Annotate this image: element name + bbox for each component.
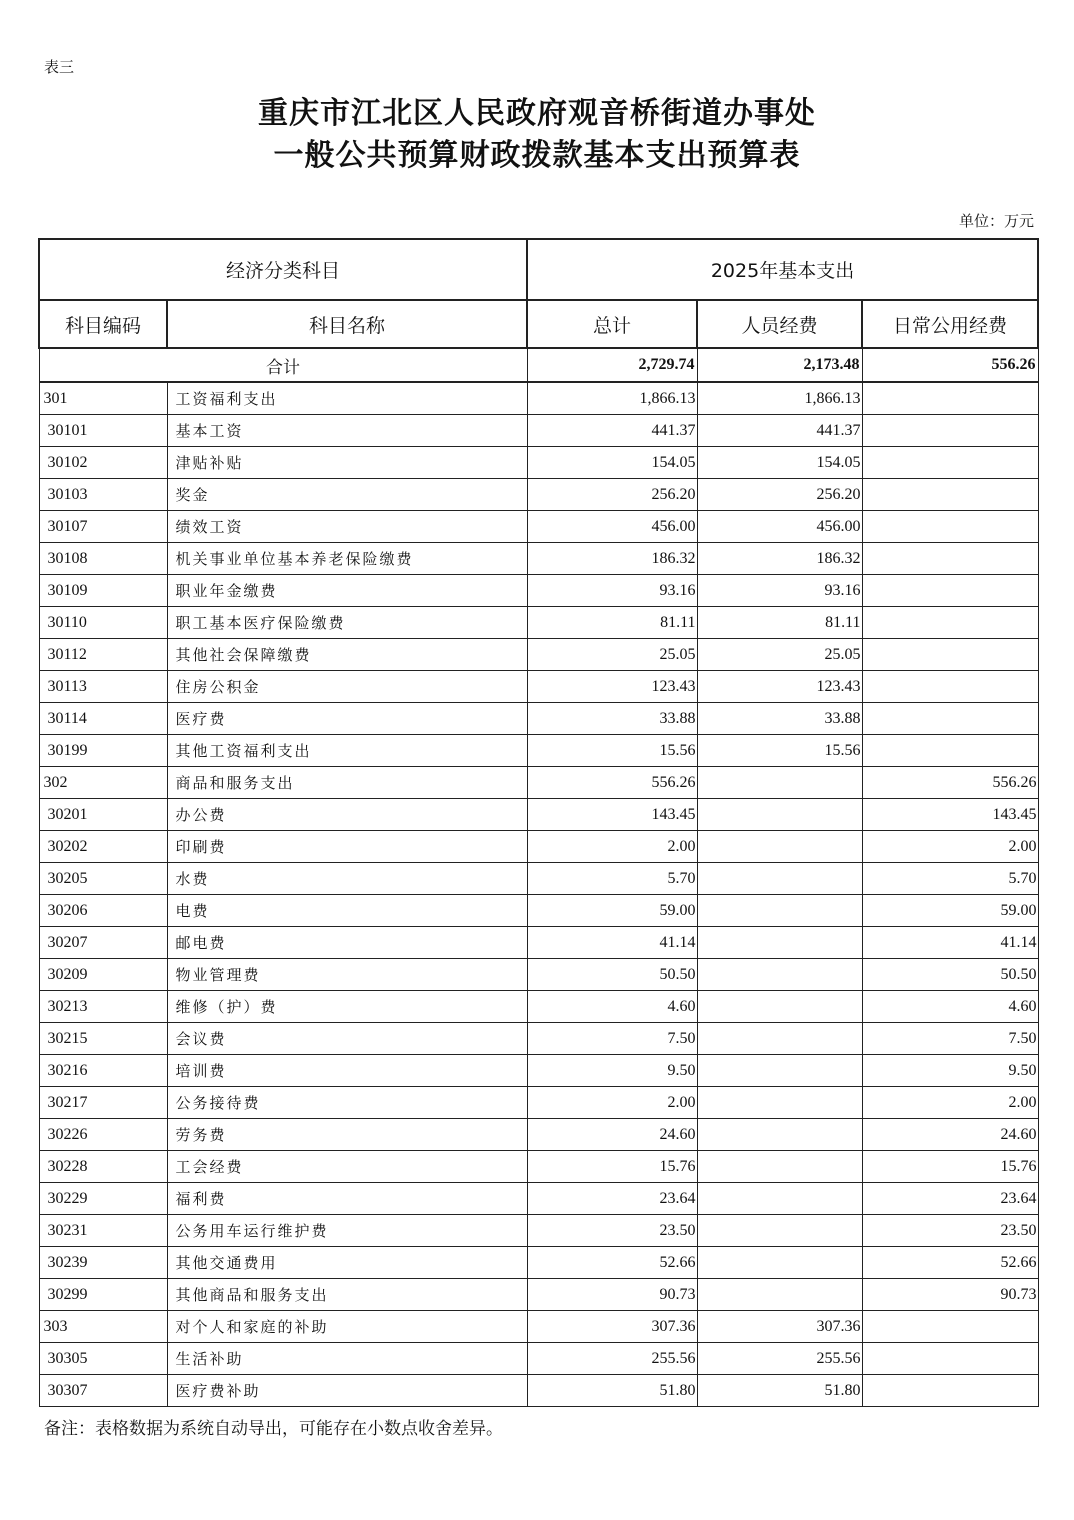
row-personnel [697, 991, 862, 1023]
row-code: 30202 [39, 831, 167, 863]
table-row [39, 1183, 1038, 1215]
row-code: 301 [39, 382, 167, 415]
table-row [39, 767, 1038, 799]
table-row [39, 703, 1038, 735]
row-code: 30299 [39, 1279, 167, 1311]
table-row [39, 1055, 1038, 1087]
footnote: 备注：表格数据为系统自动导出，可能存在小数点收舍差异。 [44, 1419, 503, 1439]
table-row [39, 447, 1038, 479]
row-personnel: 15.56 [697, 735, 862, 767]
row-total: 23.64 [527, 1183, 697, 1215]
row-name: 劳务费 [167, 1119, 527, 1151]
table-row [39, 1375, 1038, 1407]
header-name: 科目名称 [167, 300, 527, 348]
row-personnel [697, 831, 862, 863]
row-personnel [697, 1247, 862, 1279]
row-public [862, 511, 1038, 543]
row-public: 9.50 [862, 1055, 1038, 1087]
row-total: 7.50 [527, 1023, 697, 1055]
table-row [39, 639, 1038, 671]
row-code: 30228 [39, 1151, 167, 1183]
row-code: 302 [39, 767, 167, 799]
row-personnel [697, 799, 862, 831]
row-name: 邮电费 [167, 927, 527, 959]
row-personnel: 186.32 [697, 543, 862, 575]
table-number-label: 表三 [44, 58, 75, 76]
row-total: 15.56 [527, 735, 697, 767]
row-name: 其他商品和服务支出 [167, 1279, 527, 1311]
table-row [39, 1087, 1038, 1119]
row-public: 90.73 [862, 1279, 1038, 1311]
row-total: 441.37 [527, 415, 697, 447]
row-code: 30103 [39, 479, 167, 511]
row-public [862, 639, 1038, 671]
row-total: 15.76 [527, 1151, 697, 1183]
row-name: 水费 [167, 863, 527, 895]
table-row [39, 671, 1038, 703]
row-name: 福利费 [167, 1183, 527, 1215]
row-public [862, 703, 1038, 735]
page-title-line1: 重庆市江北区人民政府观音桥街道办事处 [258, 96, 816, 131]
row-total: 33.88 [527, 703, 697, 735]
row-name: 职工基本医疗保险缴费 [167, 607, 527, 639]
row-personnel: 154.05 [697, 447, 862, 479]
row-public [862, 447, 1038, 479]
row-total: 25.05 [527, 639, 697, 671]
row-code: 303 [39, 1311, 167, 1343]
row-personnel: 255.56 [697, 1343, 862, 1375]
header-basic-expenditure-2025: 2025年基本支出 [527, 239, 1038, 300]
row-code: 30305 [39, 1343, 167, 1375]
row-total: 9.50 [527, 1055, 697, 1087]
row-name: 商品和服务支出 [167, 767, 527, 799]
row-name: 工会经费 [167, 1151, 527, 1183]
row-public: 556.26 [862, 767, 1038, 799]
row-name: 工资福利支出 [167, 382, 527, 415]
table-row [39, 415, 1038, 447]
row-code: 30113 [39, 671, 167, 703]
row-personnel: 25.05 [697, 639, 862, 671]
row-personnel [697, 1023, 862, 1055]
row-public: 23.64 [862, 1183, 1038, 1215]
header-public: 日常公用经费 [862, 300, 1038, 348]
row-name: 其他工资福利支出 [167, 735, 527, 767]
row-total: 456.00 [527, 511, 697, 543]
row-code: 30217 [39, 1087, 167, 1119]
row-public: 7.50 [862, 1023, 1038, 1055]
table-row [39, 1151, 1038, 1183]
table-row [39, 927, 1038, 959]
row-public: 50.50 [862, 959, 1038, 991]
row-personnel [697, 927, 862, 959]
row-public: 5.70 [862, 863, 1038, 895]
row-name: 机关事业单位基本养老保险缴费 [167, 543, 527, 575]
row-name: 公务接待费 [167, 1087, 527, 1119]
row-public [862, 543, 1038, 575]
row-public [862, 479, 1038, 511]
row-name: 医疗费补助 [167, 1375, 527, 1407]
row-personnel: 441.37 [697, 415, 862, 447]
row-total: 81.11 [527, 607, 697, 639]
row-total: 50.50 [527, 959, 697, 991]
unit-label: 单位：万元 [958, 212, 1034, 230]
row-personnel [697, 959, 862, 991]
row-personnel [697, 767, 862, 799]
row-personnel [697, 1119, 862, 1151]
row-public [862, 382, 1038, 415]
row-name: 物业管理费 [167, 959, 527, 991]
row-public: 143.45 [862, 799, 1038, 831]
row-name: 电费 [167, 895, 527, 927]
row-code: 30231 [39, 1215, 167, 1247]
row-code: 30205 [39, 863, 167, 895]
header-column-row [39, 300, 1038, 348]
row-personnel: 123.43 [697, 671, 862, 703]
row-name: 维修（护）费 [167, 991, 527, 1023]
header-total: 总计 [527, 300, 697, 348]
row-personnel [697, 1215, 862, 1247]
row-personnel [697, 895, 862, 927]
row-name: 生活补助 [167, 1343, 527, 1375]
row-code: 30199 [39, 735, 167, 767]
table-row [39, 799, 1038, 831]
header-economic-classification: 经济分类科目 [39, 239, 527, 300]
table-row [39, 575, 1038, 607]
header-personnel: 人员经费 [697, 300, 862, 348]
total-label: 合计 [39, 348, 527, 382]
row-name: 医疗费 [167, 703, 527, 735]
row-total: 2.00 [527, 831, 697, 863]
row-total: 51.80 [527, 1375, 697, 1407]
table-row [39, 607, 1038, 639]
row-public: 23.50 [862, 1215, 1038, 1247]
total-total: 2,729.74 [527, 348, 697, 382]
row-personnel: 93.16 [697, 575, 862, 607]
table-row [39, 1215, 1038, 1247]
row-code: 30206 [39, 895, 167, 927]
row-code: 30114 [39, 703, 167, 735]
table-row [39, 1311, 1038, 1343]
row-total: 23.50 [527, 1215, 697, 1247]
table-row [39, 1023, 1038, 1055]
row-total: 186.32 [527, 543, 697, 575]
row-total: 24.60 [527, 1119, 697, 1151]
total-public: 556.26 [862, 348, 1038, 382]
row-total: 123.43 [527, 671, 697, 703]
row-public: 4.60 [862, 991, 1038, 1023]
row-code: 30307 [39, 1375, 167, 1407]
row-personnel: 51.80 [697, 1375, 862, 1407]
table-row [39, 991, 1038, 1023]
table-row [39, 735, 1038, 767]
row-total: 307.36 [527, 1311, 697, 1343]
row-public: 41.14 [862, 927, 1038, 959]
row-total: 59.00 [527, 895, 697, 927]
table-row [39, 895, 1038, 927]
table-row [39, 1343, 1038, 1375]
row-public [862, 1311, 1038, 1343]
row-public: 52.66 [862, 1247, 1038, 1279]
row-personnel [697, 1183, 862, 1215]
row-name: 印刷费 [167, 831, 527, 863]
row-code: 30215 [39, 1023, 167, 1055]
row-personnel: 456.00 [697, 511, 862, 543]
row-code: 30112 [39, 639, 167, 671]
row-name: 职业年金缴费 [167, 575, 527, 607]
row-code: 30110 [39, 607, 167, 639]
header-group-row [39, 239, 1038, 300]
row-code: 30108 [39, 543, 167, 575]
row-total: 1,866.13 [527, 382, 697, 415]
row-personnel: 81.11 [697, 607, 862, 639]
row-personnel [697, 1151, 862, 1183]
row-public [862, 735, 1038, 767]
row-total: 5.70 [527, 863, 697, 895]
row-code: 30226 [39, 1119, 167, 1151]
row-personnel: 33.88 [697, 703, 862, 735]
row-name: 其他社会保障缴费 [167, 639, 527, 671]
row-total: 2.00 [527, 1087, 697, 1119]
budget-table [38, 238, 1039, 1407]
row-public [862, 575, 1038, 607]
table-row [39, 479, 1038, 511]
row-name: 奖金 [167, 479, 527, 511]
row-code: 30229 [39, 1183, 167, 1215]
row-code: 30216 [39, 1055, 167, 1087]
row-personnel [697, 1087, 862, 1119]
row-code: 30209 [39, 959, 167, 991]
row-name: 津贴补贴 [167, 447, 527, 479]
row-public: 2.00 [862, 1087, 1038, 1119]
row-personnel: 256.20 [697, 479, 862, 511]
table-row [39, 1247, 1038, 1279]
row-public [862, 1375, 1038, 1407]
row-personnel: 1,866.13 [697, 382, 862, 415]
row-name: 公务用车运行维护费 [167, 1215, 527, 1247]
table-row [39, 1119, 1038, 1151]
row-code: 30102 [39, 447, 167, 479]
table-row [39, 959, 1038, 991]
row-total: 4.60 [527, 991, 697, 1023]
row-name: 其他交通费用 [167, 1247, 527, 1279]
row-personnel [697, 1279, 862, 1311]
row-total: 93.16 [527, 575, 697, 607]
row-public [862, 607, 1038, 639]
row-personnel [697, 1055, 862, 1087]
row-total: 41.14 [527, 927, 697, 959]
table-row [39, 511, 1038, 543]
row-public: 2.00 [862, 831, 1038, 863]
row-code: 30239 [39, 1247, 167, 1279]
row-code: 30201 [39, 799, 167, 831]
row-name: 住房公积金 [167, 671, 527, 703]
table-row [39, 543, 1038, 575]
row-personnel: 307.36 [697, 1311, 862, 1343]
table-row [39, 831, 1038, 863]
row-code: 30213 [39, 991, 167, 1023]
row-public: 59.00 [862, 895, 1038, 927]
row-total: 143.45 [527, 799, 697, 831]
row-name: 对个人和家庭的补助 [167, 1311, 527, 1343]
table-row [39, 382, 1038, 415]
row-code: 30101 [39, 415, 167, 447]
total-row [39, 348, 1038, 382]
table-row [39, 1279, 1038, 1311]
row-public: 15.76 [862, 1151, 1038, 1183]
row-public [862, 671, 1038, 703]
row-name: 基本工资 [167, 415, 527, 447]
page-title-line2: 一般公共预算财政拨款基本支出预算表 [273, 138, 801, 173]
row-code: 30107 [39, 511, 167, 543]
row-public [862, 1343, 1038, 1375]
row-personnel [697, 863, 862, 895]
row-total: 90.73 [527, 1279, 697, 1311]
row-total: 52.66 [527, 1247, 697, 1279]
row-total: 256.20 [527, 479, 697, 511]
row-name: 培训费 [167, 1055, 527, 1087]
row-total: 556.26 [527, 767, 697, 799]
row-name: 办公费 [167, 799, 527, 831]
total-personnel: 2,173.48 [697, 348, 862, 382]
row-name: 绩效工资 [167, 511, 527, 543]
row-total: 255.56 [527, 1343, 697, 1375]
row-public: 24.60 [862, 1119, 1038, 1151]
header-code: 科目编码 [39, 300, 167, 348]
row-code: 30109 [39, 575, 167, 607]
row-public [862, 415, 1038, 447]
row-total: 154.05 [527, 447, 697, 479]
row-code: 30207 [39, 927, 167, 959]
row-name: 会议费 [167, 1023, 527, 1055]
table-row [39, 863, 1038, 895]
